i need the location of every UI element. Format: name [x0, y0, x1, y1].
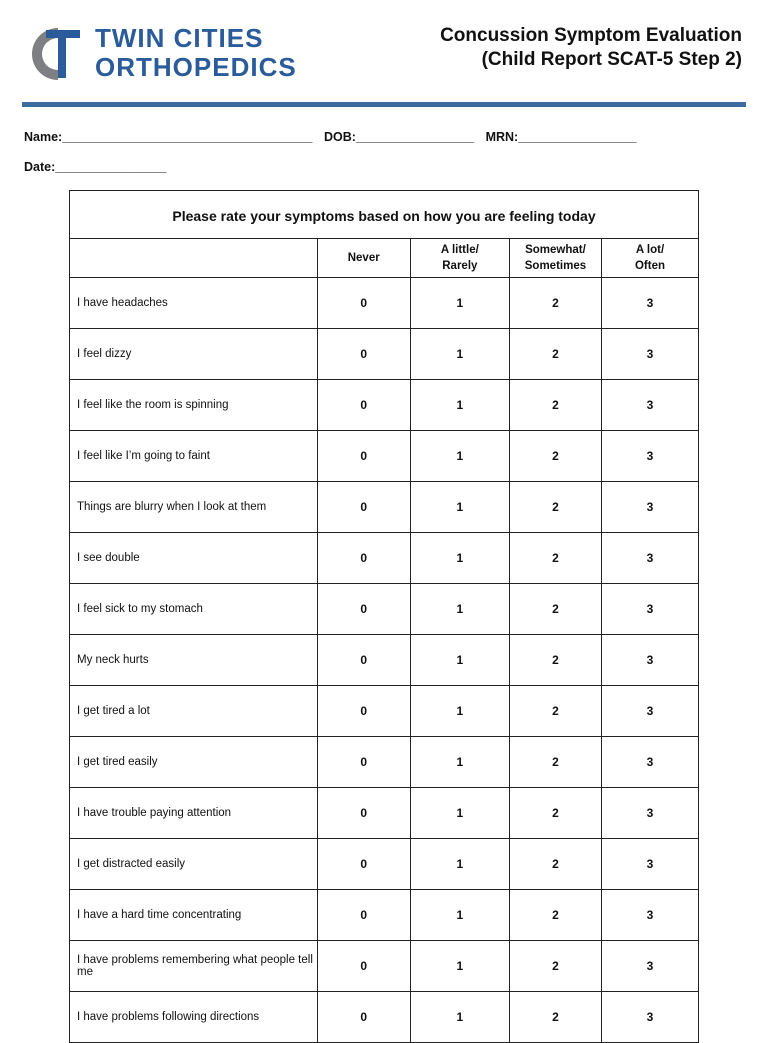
- rating-often-option[interactable]: 3: [601, 533, 698, 584]
- rating-sometimes-option[interactable]: 2: [509, 839, 601, 890]
- rating-sometimes-option[interactable]: 2: [509, 584, 601, 635]
- table-row: [70, 584, 699, 635]
- column-header-sometimes: Somewhat/ Sometimes: [509, 239, 601, 278]
- table-row: [70, 992, 699, 1043]
- rating-rarely-option[interactable]: 1: [410, 890, 509, 941]
- symptom-rows: [70, 278, 699, 1043]
- symptom-label: Things are blurry when I look at them: [70, 482, 318, 533]
- rating-often-option[interactable]: 3: [601, 635, 698, 686]
- rating-never-option[interactable]: 0: [317, 431, 410, 482]
- symptom-label: I have trouble paying attention: [70, 788, 318, 839]
- symptom-label: I get distracted easily: [70, 839, 318, 890]
- table-row: [70, 278, 699, 329]
- rating-rarely-option[interactable]: 1: [410, 584, 509, 635]
- table-row: [70, 788, 699, 839]
- table-heading: Please rate your symptoms based on how you are feeling today: [70, 191, 699, 239]
- rating-often-option[interactable]: 3: [601, 380, 698, 431]
- rating-rarely-option[interactable]: 1: [410, 788, 509, 839]
- rating-sometimes-option[interactable]: 2: [509, 278, 601, 329]
- table-row: [70, 635, 699, 686]
- document-title: [440, 24, 742, 72]
- dob-field[interactable]: DOB:_________________: [323, 130, 475, 144]
- rating-never-option[interactable]: 0: [317, 533, 410, 584]
- rating-rarely-option[interactable]: 1: [410, 737, 509, 788]
- title-line-1: Concussion Symptom Evaluation: [440, 25, 742, 46]
- rating-sometimes-option[interactable]: 2: [509, 992, 601, 1043]
- patient-fields-row: [24, 130, 644, 144]
- rating-sometimes-option[interactable]: 2: [509, 482, 601, 533]
- rating-rarely-option[interactable]: 1: [410, 380, 509, 431]
- symptom-column-header: [70, 239, 318, 278]
- rating-sometimes-option[interactable]: 2: [509, 380, 601, 431]
- table-row: [70, 686, 699, 737]
- rating-often-option[interactable]: 3: [601, 737, 698, 788]
- rating-sometimes-option[interactable]: 2: [509, 890, 601, 941]
- table-row: [70, 431, 699, 482]
- rating-often-option[interactable]: 3: [601, 278, 698, 329]
- rating-never-option[interactable]: 0: [317, 329, 410, 380]
- rating-sometimes-option[interactable]: 2: [509, 737, 601, 788]
- title-line-2: (Child Report SCAT-5 Step 2): [481, 49, 742, 70]
- mrn-field[interactable]: MRN:_________________: [485, 130, 637, 144]
- table-row: [70, 737, 699, 788]
- symptom-label: I see double: [70, 533, 318, 584]
- symptom-label: I have a hard time concentrating: [70, 890, 318, 941]
- symptom-label: I feel like the room is spinning: [70, 380, 318, 431]
- rating-often-option[interactable]: 3: [601, 992, 698, 1043]
- symptom-label: I get tired a lot: [70, 686, 318, 737]
- header-rule: [22, 102, 746, 107]
- table-row: [70, 941, 699, 992]
- symptom-table: [69, 190, 699, 1043]
- rating-never-option[interactable]: 0: [317, 992, 410, 1043]
- rating-rarely-option[interactable]: 1: [410, 635, 509, 686]
- rating-sometimes-option[interactable]: 2: [509, 686, 601, 737]
- table-heading-row: [70, 191, 699, 239]
- rating-rarely-option[interactable]: 1: [410, 482, 509, 533]
- name-field[interactable]: Name:____________________________________: [24, 130, 313, 144]
- rating-rarely-option[interactable]: 1: [410, 941, 509, 992]
- rating-never-option[interactable]: 0: [317, 737, 410, 788]
- rating-never-option[interactable]: 0: [317, 839, 410, 890]
- rating-never-option[interactable]: 0: [317, 482, 410, 533]
- rating-never-option[interactable]: 0: [317, 380, 410, 431]
- rating-never-option[interactable]: 0: [317, 686, 410, 737]
- rating-often-option[interactable]: 3: [601, 788, 698, 839]
- logo-mark-icon: [22, 26, 84, 82]
- rating-often-option[interactable]: 3: [601, 941, 698, 992]
- rating-sometimes-option[interactable]: 2: [509, 329, 601, 380]
- rating-sometimes-option[interactable]: 2: [509, 635, 601, 686]
- table-row: [70, 380, 699, 431]
- date-fields-row: [24, 160, 175, 174]
- symptom-label: I feel sick to my stomach: [70, 584, 318, 635]
- symptom-label: I have headaches: [70, 278, 318, 329]
- rating-often-option[interactable]: 3: [601, 431, 698, 482]
- rating-never-option[interactable]: 0: [317, 941, 410, 992]
- rating-rarely-option[interactable]: 1: [410, 329, 509, 380]
- rating-often-option[interactable]: 3: [601, 482, 698, 533]
- rating-sometimes-option[interactable]: 2: [509, 533, 601, 584]
- column-header-rarely: A little/ Rarely: [410, 239, 509, 278]
- symptom-label: My neck hurts: [70, 635, 318, 686]
- logo-text: [95, 24, 297, 82]
- rating-rarely-option[interactable]: 1: [410, 533, 509, 584]
- logo: [22, 23, 297, 84]
- table-row: [70, 533, 699, 584]
- symptom-label: I have problems remembering what people tell me: [70, 941, 318, 992]
- table-row: [70, 329, 699, 380]
- rating-rarely-option[interactable]: 1: [410, 431, 509, 482]
- rating-often-option[interactable]: 3: [601, 890, 698, 941]
- rating-rarely-option[interactable]: 1: [410, 686, 509, 737]
- symptom-label: I have problems following directions: [70, 992, 318, 1043]
- column-header-row: [70, 239, 699, 278]
- rating-often-option[interactable]: 3: [601, 329, 698, 380]
- symptom-label: I feel dizzy: [70, 329, 318, 380]
- symptom-label: I feel like I’m going to faint: [70, 431, 318, 482]
- rating-never-option[interactable]: 0: [317, 890, 410, 941]
- table-row: [70, 482, 699, 533]
- rating-never-option[interactable]: 0: [317, 584, 410, 635]
- table-row: [70, 839, 699, 890]
- column-header-often: A lot/ Often: [601, 239, 698, 278]
- rating-rarely-option[interactable]: 1: [410, 278, 509, 329]
- rating-often-option[interactable]: 3: [601, 686, 698, 737]
- rating-never-option[interactable]: 0: [317, 278, 410, 329]
- rating-sometimes-option[interactable]: 2: [509, 431, 601, 482]
- column-header-never: Never: [317, 239, 410, 278]
- logo-line-2: ORTHOPEDICS: [95, 52, 297, 82]
- rating-never-option[interactable]: 0: [317, 635, 410, 686]
- rating-often-option[interactable]: 3: [601, 839, 698, 890]
- rating-often-option[interactable]: 3: [601, 584, 698, 635]
- rating-sometimes-option[interactable]: 2: [509, 941, 601, 992]
- table-row: [70, 890, 699, 941]
- rating-rarely-option[interactable]: 1: [410, 992, 509, 1043]
- logo-line-1: TWIN CITIES: [95, 23, 264, 53]
- rating-rarely-option[interactable]: 1: [410, 839, 509, 890]
- rating-never-option[interactable]: 0: [317, 788, 410, 839]
- date-field[interactable]: Date:________________: [24, 160, 167, 174]
- symptom-label: I get tired easily: [70, 737, 318, 788]
- rating-sometimes-option[interactable]: 2: [509, 788, 601, 839]
